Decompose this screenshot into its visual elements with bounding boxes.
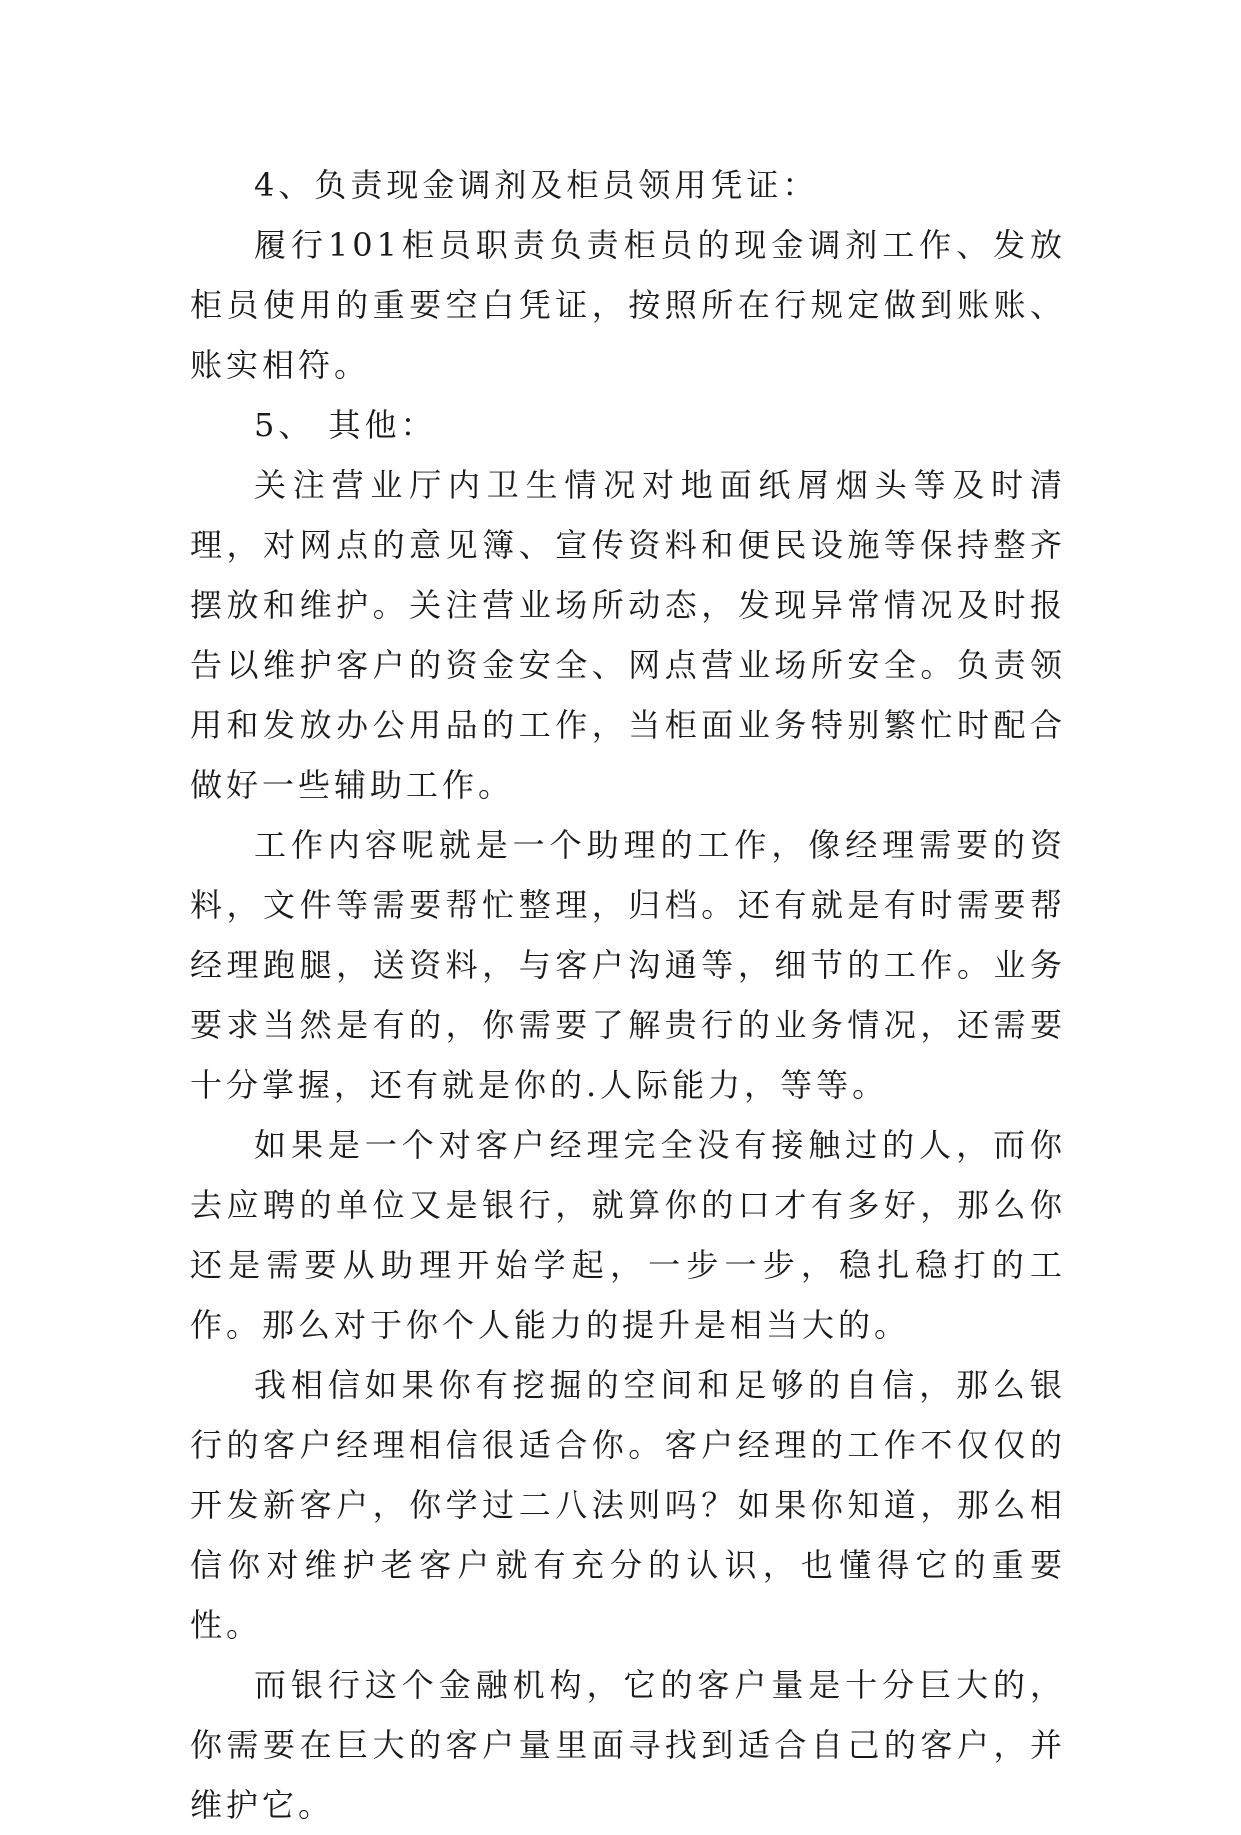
paragraph-cash-allocation: 履行101柜员职责负责柜员的现金调剂工作、发放柜员使用的重要空白凭证，按照所在行规定做到账账、账实相符。 (190, 226, 1066, 384)
section-heading-5: 5、 其他： (254, 406, 437, 444)
paragraph-customer-volume: 而银行这个金融机构，它的客户量是十分巨大的，你需要在巨大的客户量里面寻找到适合自己的客户，并维护它。 (190, 1666, 1066, 1824)
section-heading-4: 4、负责现金调剂及柜员领用凭证： (254, 166, 819, 204)
paragraph-start-as-assistant: 如果是一个对客户经理完全没有接触过的人，而你去应聘的单位又是银行，就算你的口才有多好，那么你还是需要从助理开始学起，一步一步，稳扎稳打的工作。那么对于你个人能力的提升是相当大的。 (190, 1126, 1066, 1344)
paragraph-hall-maintenance: 关注营业厅内卫生情况对地面纸屑烟头等及时清理，对网点的意见簿、宣传资料和便民设施等保持整齐摆放和维护。关注营业场所动态，发现异常情况及时报告以维护客户的资金安全、网点营业场所安全。负责领用和发放办公用品的工作，当柜面业务特别繁忙时配合做好一些辅助工作。 (190, 466, 1066, 804)
paragraph-assistant-work: 工作内容呢就是一个助理的工作，像经理需要的资料，文件等需要帮忙整理，归档。还有就是有时需要帮经理跑腿，送资料，与客户沟通等，细节的工作。业务要求当然是有的，你需要了解贵行的业务情况，还需要十分掌握，还有就是你的.人际能力，等等。 (190, 826, 1066, 1104)
paragraph-confidence: 我相信如果你有挖掘的空间和足够的自信，那么银行的客户经理相信很适合你。客户经理的工作不仅仅的开发新客户，你学过二八法则吗？如果你知道，那么相信你对维护老客户就有充分的认识，也懂得它的重要性。 (190, 1366, 1066, 1644)
document-body (190, 155, 1066, 1835)
